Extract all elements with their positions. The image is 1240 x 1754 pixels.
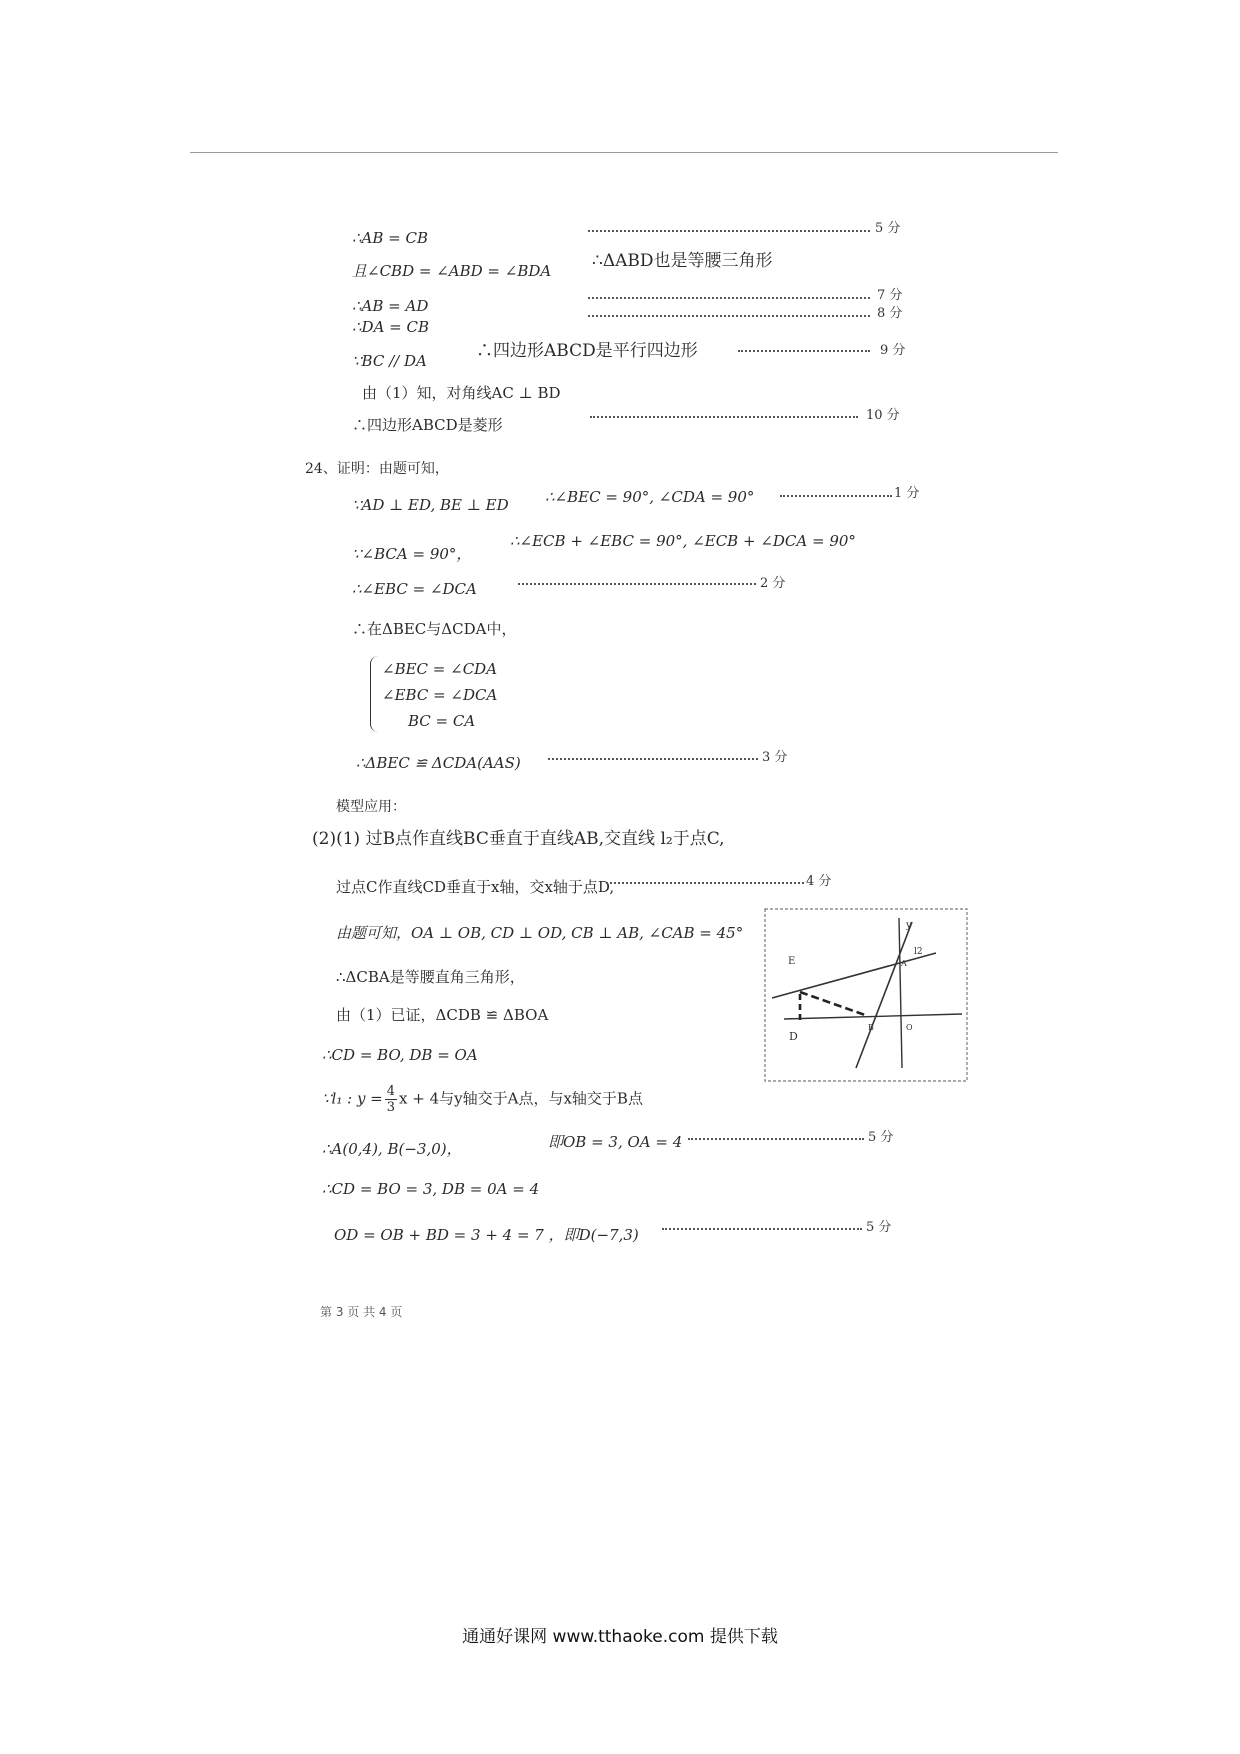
score-5-c: 5 分 xyxy=(866,1220,892,1235)
line-ob-oa-values: 即OB = 3, OA = 4 xyxy=(548,1133,683,1151)
dots-5-b xyxy=(688,1138,864,1140)
figure-frame xyxy=(765,909,967,1081)
score-3: 3 分 xyxy=(762,750,788,765)
dots-5 xyxy=(588,230,870,232)
line-ab-eq-ad: ∴AB = AD xyxy=(352,297,429,315)
line-cdb-congruent-boa: 由（1）已证，ΔCDB ≌ ΔBOA xyxy=(336,1006,549,1024)
system-line-1: ∠BEC = ∠CDA xyxy=(382,660,498,678)
label-d: D xyxy=(789,1030,798,1043)
line-right-angles: ∴∠BEC = 90°, ∠CDA = 90° xyxy=(545,488,755,506)
dots-8 xyxy=(588,315,870,317)
line-congruent-aas: ∴ΔBEC ≌ ΔCDA(AAS) xyxy=(356,754,521,772)
label-o: O xyxy=(906,1023,913,1032)
line-in-triangles: ∴在ΔBEC与ΔCDA中， xyxy=(352,620,517,638)
score-2: 2 分 xyxy=(760,576,786,591)
question-24-title: 24、证明：由题可知， xyxy=(305,461,449,477)
line-ebc-eq-dca: ∴∠EBC = ∠DCA xyxy=(352,580,477,598)
system-line-2: ∠EBC = ∠DCA xyxy=(382,686,498,704)
system-line-3: BC = CA xyxy=(408,712,476,730)
line-od-result: OD = OB + BD = 3 + 4 = 7 ，即D(−7,3) xyxy=(334,1226,639,1244)
line-ab-eq-cb: ∴AB = CB xyxy=(352,229,429,247)
score-9: 9 分 xyxy=(880,343,906,358)
label-e: E xyxy=(788,956,796,967)
label-a: A xyxy=(901,959,907,968)
score-10: 10 分 xyxy=(866,408,900,423)
line-construct-bc: (2)(1) 过B点作直线BC垂直于直线AB,交直线 l₂于点C, xyxy=(312,829,725,849)
header-rule xyxy=(190,152,1058,153)
score-1: 1 分 xyxy=(894,486,920,501)
dots-7 xyxy=(588,297,870,299)
fraction-numerator: 4 xyxy=(386,1084,396,1099)
y-axis xyxy=(899,918,902,1068)
line-l2 xyxy=(772,953,936,998)
dots-9 xyxy=(738,350,870,352)
dots-10 xyxy=(590,416,858,418)
l1-equation-suffix: x + 4与y轴交于A点，与x轴交于B点 xyxy=(399,1089,643,1108)
dots-5-c xyxy=(662,1228,862,1230)
footer-credit: 通通好课网 www.tthaoke.com 提供下载 xyxy=(462,1627,778,1647)
segment-cb xyxy=(800,992,865,1015)
line-diagonal-perp: 由（1）知，对角线AC ⊥ BD xyxy=(362,384,561,402)
line-l1 xyxy=(856,922,912,1068)
dots-3 xyxy=(548,758,758,760)
line-cba-isosceles-right: ∴ΔCBA是等腰直角三角形， xyxy=(336,968,525,986)
line-cd-eq-bo: ∴CD = BO, DB = OA xyxy=(322,1046,478,1064)
label-b: B xyxy=(868,1023,874,1032)
score-8: 8 分 xyxy=(877,306,903,321)
line-construct-cd: 过点C作直线CD垂直于x轴，交x轴于点D, xyxy=(336,878,615,896)
line-rhombus: ∴四边形ABCD是菱形 xyxy=(352,416,503,434)
score-7: 7 分 xyxy=(877,288,903,303)
label-y: y xyxy=(906,920,912,931)
line-angle-sums: ∴∠ECB + ∠EBC = 90°, ∠ECB + ∠DCA = 90° xyxy=(510,532,856,550)
label-l2: l2 xyxy=(914,947,923,957)
line-abd-isosceles: ∴ΔABD也是等腰三角形 xyxy=(592,251,773,271)
model-application-title: 模型应用： xyxy=(336,799,406,815)
coordinate-figure xyxy=(764,908,968,1082)
line-bca-90: ∵∠BCA = 90°， xyxy=(352,545,472,563)
line-given-perps: 由题可知，OA ⊥ OB, CD ⊥ OD, CB ⊥ AB, ∠CAB = 45° xyxy=(336,924,744,942)
l1-equation-prefix: ∵l₁ : y = xyxy=(322,1089,383,1108)
line-points-ab: ∴A(0,4), B(−3,0)， xyxy=(322,1140,462,1158)
score-4: 4 分 xyxy=(806,874,832,889)
line-da-eq-cb: ∴DA = CB xyxy=(352,318,430,336)
x-axis xyxy=(784,1014,962,1019)
dots-2 xyxy=(518,583,756,585)
fraction-four-thirds xyxy=(385,1084,397,1115)
score-5-b: 5 分 xyxy=(868,1130,894,1145)
page-number: 第 3 页 共 4 页 xyxy=(320,1305,403,1319)
dots-1 xyxy=(780,495,892,497)
fraction-denominator: 3 xyxy=(386,1100,396,1115)
dots-4 xyxy=(606,882,804,884)
line-parallelogram: ∴四边形ABCD是平行四边形 xyxy=(476,341,698,361)
score-5-a: 5 分 xyxy=(875,221,901,236)
system-brace xyxy=(370,656,381,732)
line-l1-equation xyxy=(322,1084,643,1115)
line-bc-parallel-da: ∵BC // DA xyxy=(352,352,427,370)
line-angle-eq: 且∠CBD = ∠ABD = ∠BDA xyxy=(352,262,552,280)
line-perpendiculars: ∵AD ⊥ ED, BE ⊥ ED xyxy=(352,496,509,514)
line-cd-db-values: ∴CD = BO = 3, DB = 0A = 4 xyxy=(322,1180,540,1198)
